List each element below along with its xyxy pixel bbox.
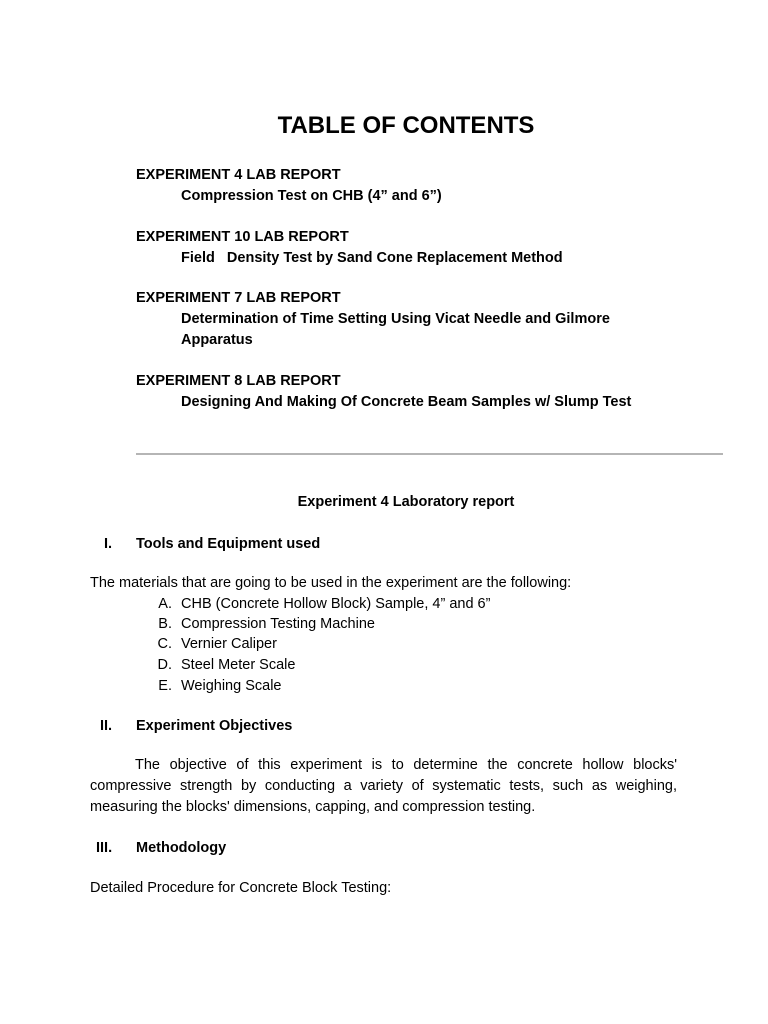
- toc-entry-1-subtitle: Compression Test on CHB (4” and 6”): [181, 188, 442, 204]
- list-item-text: Steel Meter Scale: [181, 657, 296, 673]
- list-item-letter: B.: [158, 616, 172, 632]
- list-item-text: Vernier Caliper: [181, 636, 277, 652]
- section1-numeral: I.: [104, 536, 113, 552]
- section3-text: Detailed Procedure for Concrete Block Testing:: [90, 880, 392, 896]
- section1-heading: Tools and Equipment used: [136, 536, 321, 552]
- list-item-text: Weighing Scale: [181, 678, 282, 694]
- toc-entry-3-heading: EXPERIMENT 7 LAB REPORT: [136, 290, 341, 306]
- list-item-letter: D.: [157, 657, 172, 673]
- section2-heading: Experiment Objectives: [136, 718, 293, 734]
- list-item-text: Compression Testing Machine: [181, 616, 375, 632]
- toc-entry-1-heading: EXPERIMENT 4 LAB REPORT: [136, 167, 341, 183]
- toc-title: TABLE OF CONTENTS: [277, 112, 535, 139]
- list-item-letter: C.: [157, 636, 172, 652]
- report-title: Experiment 4 Laboratory report: [297, 494, 515, 510]
- toc-entry-2-heading: EXPERIMENT 10 LAB REPORT: [136, 229, 349, 245]
- section1-intro: The materials that are going to be used in the experiment are the following:: [90, 575, 572, 591]
- toc-entry-2-subtitle: Field Density Test by Sand Cone Replacement Method: [181, 250, 563, 266]
- section2-paragraph: [90, 755, 677, 818]
- divider: [136, 453, 723, 455]
- section3-heading: Methodology: [136, 840, 227, 856]
- toc-entry-3-subtitle-line2: Apparatus: [181, 332, 253, 348]
- toc-entry-4-subtitle: Designing And Making Of Concrete Beam Samples w/ Slump Test: [181, 394, 632, 410]
- section2-numeral: II.: [100, 718, 113, 734]
- list-item-text: CHB (Concrete Hollow Block) Sample, 4” and 6”: [181, 596, 491, 612]
- list-item-letter: E.: [158, 678, 172, 694]
- section3-numeral: III.: [96, 840, 113, 856]
- toc-entry-4-heading: EXPERIMENT 8 LAB REPORT: [136, 373, 341, 389]
- toc-entry-3-subtitle-line1: Determination of Time Setting Using Vicat Needle and Gilmore: [181, 311, 610, 327]
- list-item-letter: A.: [158, 596, 172, 612]
- section2-paragraph-text: The objective of this experiment is to determine the concrete hollow blocks' compressive strength by conducting a variety of systematic tests, such as weighing, measuring the blocks' dimensions, capping, and compression testing.: [90, 757, 677, 815]
